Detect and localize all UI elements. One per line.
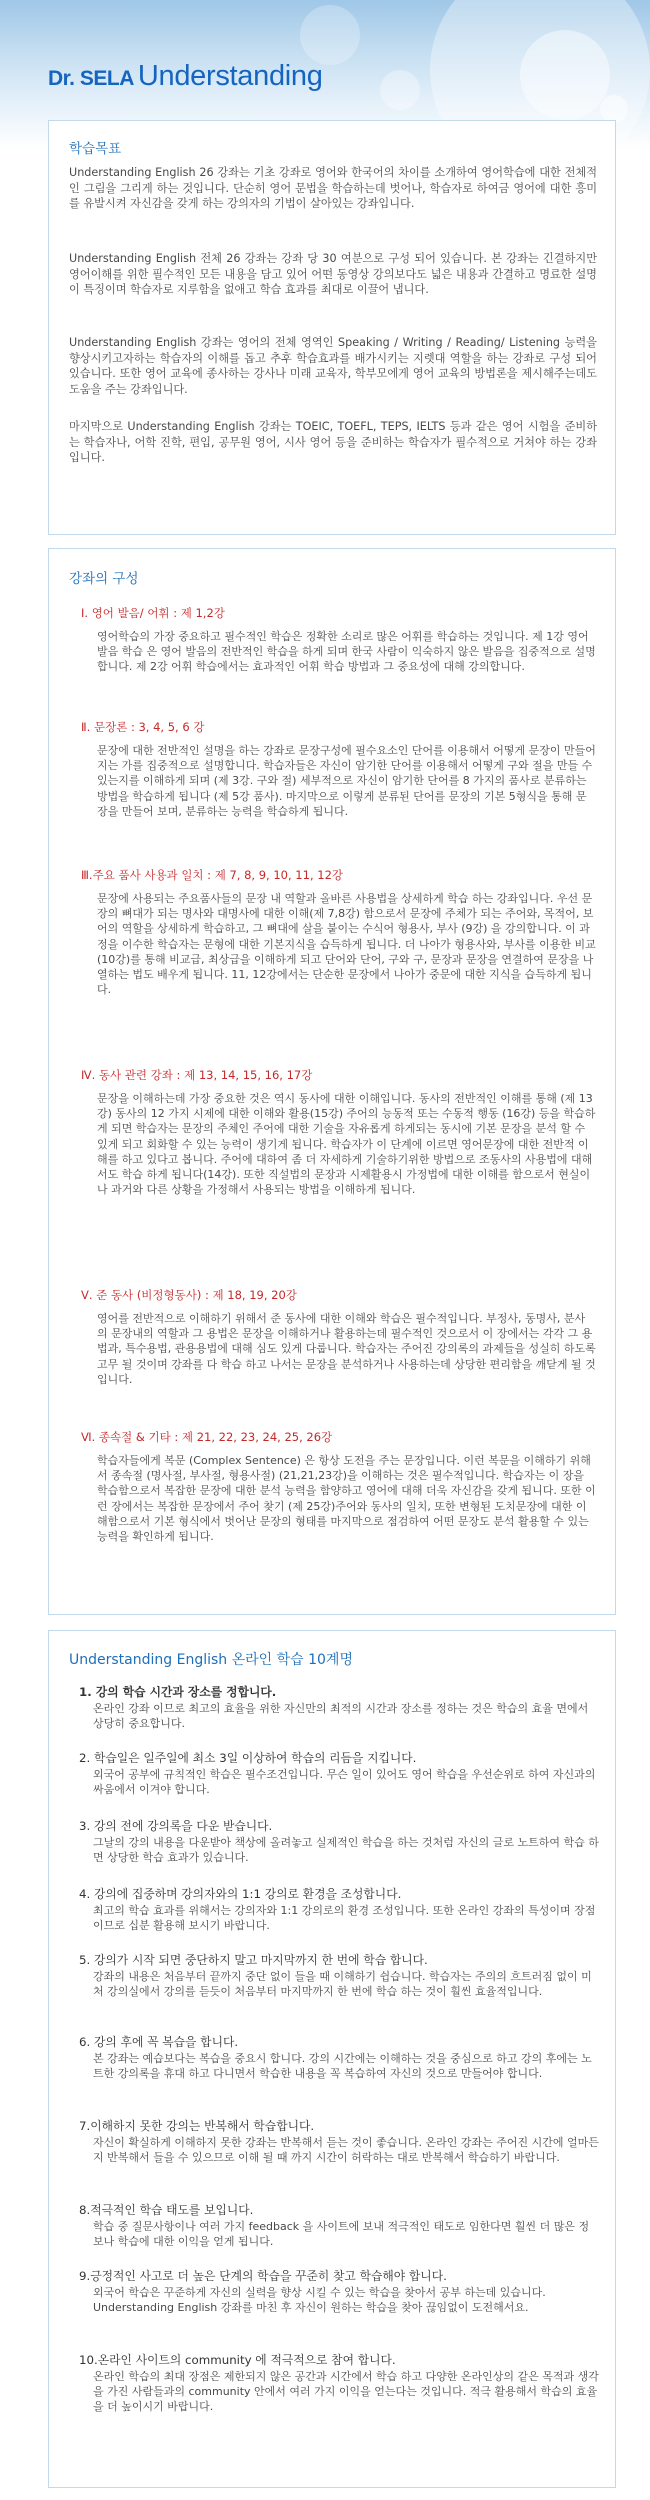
tips-title: Understanding English 온라인 학습 10계명 — [69, 1652, 353, 1668]
section-body: 문장을 이해하는데 가장 중요한 것은 역시 동사에 대한 이해입니다. 동사의 전반적인 이해를 통해 (제 13강) 동사의 12 가지 시제에 대한 이해와 활용(15강) 주어의 능동적 또는 수동적 행동 (16강) 등을 학습하게 되면 학습자는 문장의 주체인 주어에 대한 기술을 자유롭게 하게되는 동시에 기본 문장을 분석 할 수 있게 되고 회화할 수 있는 능력이 생기게 됩니다. 학습자가 이 단계에 이르면 영어문장에 대한 전반적 이해를 하고 있다고 봅니다. 주어에 대하여 좀 더 자세하게 기술하기위한 방법으로 조동사의 사용법에 대해서도 학습 하게 됩니다(14강). 또한 직설법의 문장과 시제활용시 가정법에 대한 이해를 함으로서 현실이나 과거와 다른 상황을 가정해서 사용되는 방법을 이해하게 됩니다. — [97, 1092, 596, 1197]
section-heading: Ⅴ. 준 동사 (비정형동사) : 제 18, 19, 20강 — [81, 1288, 297, 1302]
tip-title: 7.이해하지 못한 강의는 반복해서 학습합니다. — [79, 2119, 315, 2133]
section-body: 영어학습의 가장 중요하고 필수적인 학습은 정확한 소리로 많은 어휘를 학습하는 것입니다. 제 1강 영어발음 학습 은 영어 발음의 전반적인 학습을 하게 되며 한국 사람이 익숙하지 않은 발음을 집중적으로 설명합니다. 제 2강 어휘 학습에서는 효과적인 어휘 학습 방법과 그 중요성에 대해 강의합니다. — [97, 630, 596, 674]
brand-title — [48, 60, 323, 93]
decorative-bubble — [300, 5, 360, 65]
tip-body: 온라인 학습의 최대 장점은 제한되지 않은 공간과 시간에서 학습 하고 다양한 온라인상의 같은 목적과 생각을 가진 사람들과의 community 안에서 여러 가지 이익을 얻는다는 것입니다. 적극 활용해서 학습의 효율을 더 높이시기 바랍니다. — [93, 2370, 599, 2414]
section-body: 문장에 사용되는 주요품사들의 문장 내 역할과 올바른 사용법을 상세하게 학습 하는 강좌입니다. 우선 문장의 뼈대가 되는 명사와 대명사에 대한 이해(제 7,8강) 함으로서 문장에 주체가 되는 주어와, 목적어, 보어의 역할을 상세하게 학습하고, 그 뼈대에 살을 붙이는 수식어 형용사, 부사 (9강) 을 강의합니다. 이 과정을 이수한 학습자는 문형에 대한 기본지식을 습득하게 됩니다. 더 나아가 형용사와, 부사를 이용한 비교(10강)를 통해 비교급, 최상급을 이해하게 되고 단어와 단어, 구와 구, 문장과 문장을 연결하여 문장을 나열하는 법도 배우게 됩니다. 11, 12강에서는 단순한 문장에서 나아가 중문에 대한 지식을 습득하게 됩니다. — [97, 892, 596, 997]
structure-title: 강좌의 구성 — [69, 571, 139, 587]
section-heading: Ⅱ. 문장론 : 3, 4, 5, 6 강 — [81, 720, 205, 734]
tip-title: 10.온라인 사이트의 community 에 적극적으로 참여 합니다. — [79, 2353, 396, 2367]
tip-title: 1. 강의 학습 시간과 장소를 정합니다. — [79, 1685, 277, 1699]
decorative-bubble — [520, 30, 610, 120]
section-body: 학습자들에게 복문 (Complex Sentence) 은 항상 도전을 주는 문장입니다. 이런 복문을 이해하기 위해서 종속절 (명사절, 부사절, 형용사절) (21,21,23강)을 이해하는 것은 필수적입니다. 학습자는 이 장을 학습함으로서 복잡한 문장에 대한 분석 능력을 함양하고 영어에 대해 더욱 자신감을 갖게 됩니다. 또한 이런 장에서는 복잡한 문장에서 주어 찾기 (제 25강)주어와 동사의 일치, 또한 변형된 도치문장에 대한 이해함으로서 기본 형식에서 벗어난 문장의 형태를 마지막으로 점검하여 어떤 문장도 분석 활용할 수 있는 능력을 확인하게 됩니다. — [97, 1454, 596, 1544]
goals-title: 학습목표 — [69, 141, 122, 157]
tip-body: 온라인 강좌 이므로 최고의 효율을 위한 자신만의 최적의 시간과 장소를 정하는 것은 학습의 효율 면에서 상당히 중요합니다. — [93, 1702, 589, 1731]
section-heading: Ⅰ. 영어 발음/ 어휘 : 제 1,2강 — [81, 606, 225, 620]
decorative-bubble — [600, 95, 628, 123]
section-body: 문장에 대한 전반적인 설명을 하는 강좌로 문장구성에 필수요소인 단어를 이용해서 어떻게 문장이 만들어지는 가를 집중적으로 설명합니다. 학습자들은 자신이 암기한 단어를 이용해서 어떻게 구와 절을 만들 수 있는지를 이해하게 되며 (제 3강. 구와 절) 세부적으로 자신이 암기한 단어를 8 가지의 품사로 분류하는 방법을 학습하게 됩니다 (제 5강 품사). 마지막으로 이렇게 분류된 단어를 문장의 기본 5형식을 통해 문장을 만들어 보며, 분류하는 능력을 학습하게 됩니다. — [97, 744, 596, 818]
goals-paragraph: 마지막으로 Understanding English 강좌는 TOEIC, TOEFL, TEPS, IELTS 등과 같은 영어 시험을 준비하는 학습자나, 어학 진학, 편입, 공무원 영어, 시사 영어 등을 준비하는 학습자가 필수적으로 거쳐야 하는 강좌입니다. — [69, 420, 597, 465]
goals-card — [48, 120, 616, 535]
tip-title: 3. 강의 전에 강의록을 다운 받습니다. — [79, 1819, 273, 1833]
tip-title: 8.적극적인 학습 태도를 보입니다. — [79, 2203, 254, 2217]
goals-paragraph: Understanding English 26 강좌는 기초 강좌로 영어와 한국어의 차이를 소개하여 영어학습에 대한 전체적인 그림을 그리게 하는 것입니다. 단순히 영어 문법을 학습하는데 벗어나, 학습자로 하여금 영어에 대한 흥미를 유발시켜 자신감을 갖게 하는 강의자의 기법이 살아있는 강좌입니다. — [69, 166, 597, 211]
tip-title: 4. 강의에 집중하며 강의자와의 1:1 강의로 환경을 조성합니다. — [79, 1887, 402, 1901]
tip-title: 9.긍정적인 사고로 더 높은 단계의 학습을 꾸준히 찾고 학습해야 합니다. — [79, 2269, 447, 2283]
tip-body: 외국어 공부에 규칙적인 학습은 필수조건입니다. 무슨 일이 있어도 영어 학습을 우선순위로 하여 자신과의 싸움에서 이겨야 합니다. — [93, 1768, 596, 1797]
tip-body: 최고의 학습 효과를 위해서는 강의자와 1:1 강의로의 환경 조성입니다. 또한 온라인 강좌의 특성이며 장점이므로 십분 활용해 보시기 바랍니다. — [93, 1904, 596, 1933]
goals-paragraph: Understanding English 전체 26 강좌는 강좌 당 30 여분으로 구성 되어 있습니다. 본 강좌는 긴결하지만 영어이해를 위한 필수적인 모든 내용을 담고 있어 어떤 동영상 강의보다도 넓은 내용과 간결하고 명료한 설명이 특징이며 학습자로 지루함을 없애고 학습 효과를 최대로 이끌어 냅니다. — [69, 252, 597, 297]
brand-name: Understanding — [137, 60, 323, 92]
tip-title: 5. 강의가 시작 되면 중단하지 말고 마지막까지 한 번에 학습 합니다. — [79, 1953, 428, 1967]
tip-title: 6. 강의 후에 꼭 복습을 합니다. — [79, 2035, 239, 2049]
section-heading: Ⅵ. 종속절 & 기타 : 제 21, 22, 23, 24, 25, 26강 — [81, 1430, 333, 1444]
tip-body: 그날의 강의 내용을 다운받아 책상에 올려놓고 실제적인 학습을 하는 것처럼 자신의 글로 노트하여 학습 하면 상당한 학습 효과가 있습니다. — [93, 1836, 599, 1865]
tip-body: 본 강좌는 예습보다는 복습을 중요시 합니다. 강의 시간에는 이해하는 것을 중심으로 하고 강의 후에는 노트한 강의록을 휴대 하고 다니면서 학습한 내용을 꼭 복습하여 자신의 것으로 만들어야 합니다. — [93, 2052, 592, 2081]
decorative-bubble — [380, 70, 420, 110]
tip-body: 강좌의 내용은 처음부터 끝까지 중단 없이 들을 때 이해하기 쉽습니다. 학습자는 주의의 흐트러짐 없이 미처 강의실에서 강의를 듣듯이 처음부터 마지막까지 한 번에 학습 하는 것이 훨씬 효율적입니다. — [93, 1970, 592, 1999]
tip-body: 학습 중 질문사항이나 여러 가지 feedback 을 사이트에 보내 적극적인 태도로 임한다면 훨씬 더 많은 정보나 학습에 대한 이익을 얻게 됩니다. — [93, 2220, 590, 2249]
tips-card — [48, 1630, 616, 2488]
goals-paragraph: Understanding English 강좌는 영어의 전체 영역인 Speaking / Writing / Reading/ Listening 능력을 향상시키고자하는 학습자의 이해를 돕고 추후 학습효과를 배가시키는 지렛대 역할을 하는 강좌로 구성 되어있습니다. 또한 영어 교육에 종사하는 강사나 미래 교육자, 학부모에게 영어 교육의 방법론을 제시해주는데도 도움을 주는 강좌입니다. — [69, 336, 597, 396]
brand-prefix: Dr. SELA — [48, 67, 134, 90]
section-heading: Ⅳ. 동사 관련 강좌 : 제 13, 14, 15, 16, 17강 — [81, 1068, 313, 1082]
tip-title: 2. 학습일은 일주일에 최소 3일 이상하여 학습의 리듬을 지킵니다. — [79, 1751, 417, 1765]
structure-card — [48, 548, 616, 1615]
tip-body: 자신이 확실하게 이해하지 못한 강좌는 반복해서 듣는 것이 좋습니다. 온라인 강좌는 주어진 시간에 얼마든지 반복해서 들을 수 있으므로 이해 될 때 까지 시간이 허락하는 대로 반복해서 학습하기 바랍니다. — [93, 2136, 599, 2165]
tip-body: 외국어 학습은 꾸준하게 자신의 실력을 향상 시킬 수 있는 학습을 찾아서 공부 하는데 있습니다. Understanding English 강좌를 마친 후 자신이 원하는 학습을 찾아 끊임없이 도전해서요. — [93, 2286, 546, 2315]
section-body: 영어를 전반적으로 이해하기 위해서 준 동사에 대한 이해와 학습은 필수적입니다. 부정사, 동명사, 분사 의 문장내의 역할과 그 용법은 문장을 이해하거나 활용하는데 필수적인 것으로서 이 장에서는 각각 그 용법과, 특수용법, 관용용법에 대해 심도 있게 다룹니다. 학습자는 주어진 강의록의 과제들을 성실히 하도록 고무 될 것이며 강좌를 다 학습 하고 나서는 문장을 분석하거나 사용하는데 상당한 편리함을 깨닫게 될 것입니다. — [97, 1312, 596, 1386]
section-heading: Ⅲ.주요 품사 사용과 일치 : 제 7, 8, 9, 10, 11, 12강 — [81, 868, 343, 882]
